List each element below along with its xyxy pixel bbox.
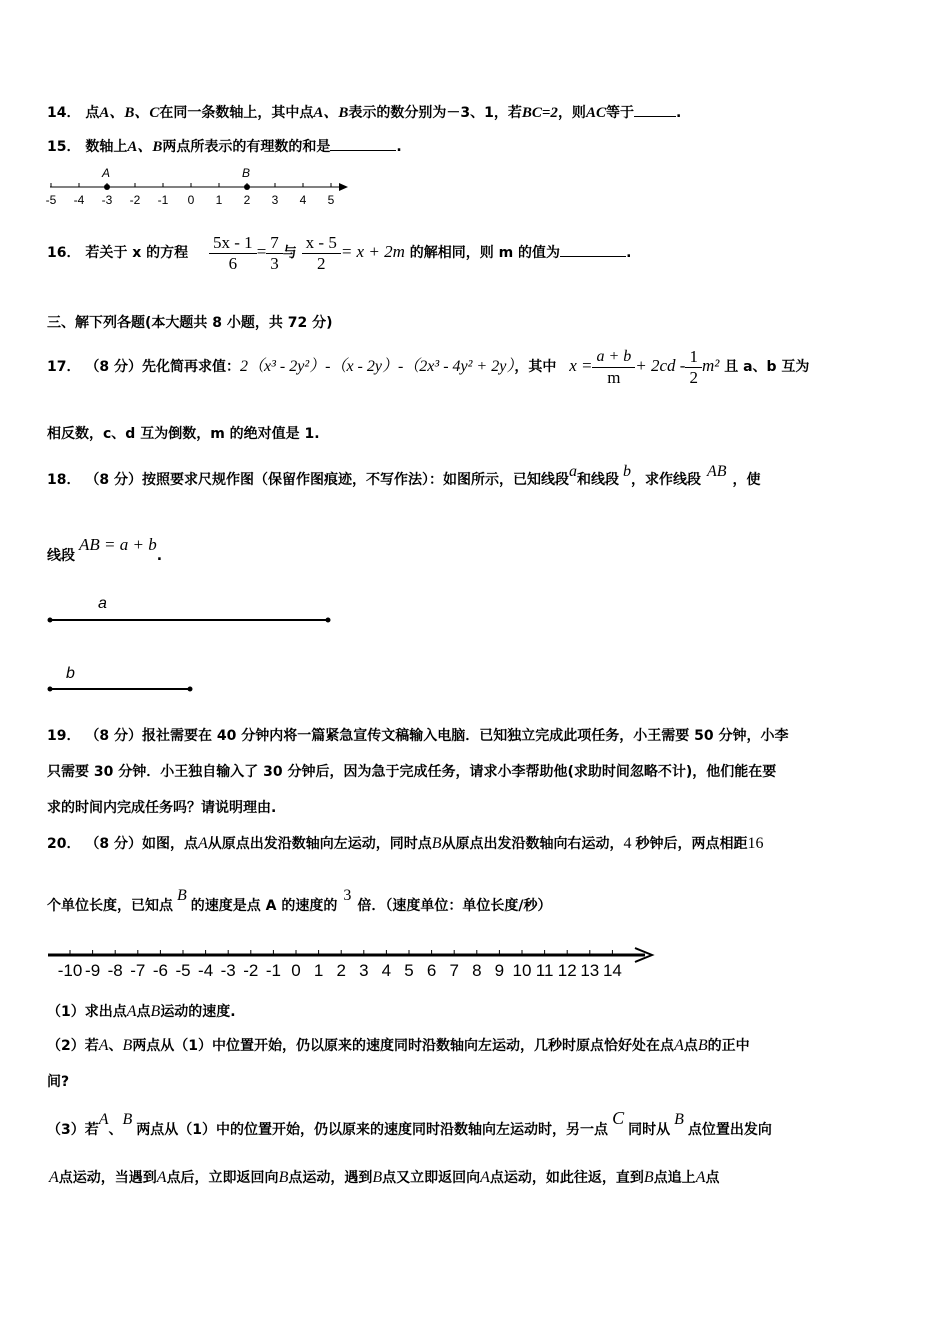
axis-arrow (339, 183, 348, 191)
segment-b-end (188, 687, 193, 692)
text: ，其中 (514, 359, 557, 375)
score: （8 分） (85, 836, 142, 852)
question-14 (47, 102, 681, 123)
text: 点运动，遇到 (288, 1170, 373, 1186)
text: 秒钟后，两点相距 (635, 836, 748, 852)
section-3-heading: 三、解下列各题(本大题共 8 小题，共 72 分) (47, 315, 333, 331)
point-b-label: B (431, 835, 442, 852)
question-number: 17． (47, 359, 81, 375)
denominator: m (607, 367, 621, 387)
condition: AB = a + b (79, 535, 157, 554)
text: 点运动，当遇到 (58, 1170, 157, 1186)
middle-expression: + 2cd - (635, 356, 686, 375)
text: 若关于 x 的方程 (85, 245, 189, 261)
text: 运动的速度. (160, 1004, 236, 1020)
fraction-2 (266, 233, 283, 274)
tick-label: -6 (152, 961, 168, 980)
tick-label: 3 (271, 193, 279, 207)
tick-label: -4 (198, 961, 214, 980)
question-number: 14． (47, 105, 81, 121)
question-number: 18． (47, 472, 81, 488)
text: 线段 (47, 548, 75, 564)
text: 点 (683, 1038, 698, 1054)
question-17-line-2: 相反数，c、d 互为倒数，m 的绝对值是 1. (47, 426, 320, 442)
question-19-line-2: 只需要 30 分钟．小王独自输入了 30 分钟后，因为急于完成任务，请求小李帮助他(求助时间忽略不计)，他们能在要 (47, 764, 777, 780)
text: 、 (108, 1122, 123, 1138)
question-16 (47, 230, 631, 275)
m-squared: m² (701, 356, 720, 375)
point-a-label: A (480, 1169, 490, 1186)
text: 同时从 (628, 1122, 671, 1138)
fraction-half (685, 347, 702, 388)
tick-label: 10 (512, 961, 532, 980)
point-a-label: A (197, 835, 208, 852)
text: 在同一条数轴上，其中点 (159, 105, 314, 121)
text: 报社需要在 40 分钟内将一篇紧急宣传文稿输入电脑．已知独立完成此项任务，小王需要 50 分钟，小李 (141, 728, 789, 744)
point-b-label: B (177, 887, 187, 904)
question-number: 15． (47, 139, 81, 155)
point-b-label: B (372, 1169, 383, 1186)
tick-label: -8 (107, 961, 123, 980)
tick-label: -2 (129, 193, 141, 207)
text: 的正中 (707, 1038, 750, 1054)
text: 点 (85, 105, 100, 121)
numerator: 5x - 1 (209, 233, 257, 254)
question-number: 16． (47, 245, 81, 261)
text: 与 (282, 245, 297, 261)
tick-label: -1 (157, 193, 169, 207)
question-20-part-1 (47, 1002, 236, 1022)
text: . (626, 245, 632, 261)
numerator: a + b (592, 347, 635, 368)
answer-blank[interactable] (560, 242, 626, 257)
tick-label: -10 (57, 961, 83, 980)
text: 两点从（1）中位置开始，仍以原来的速度同时沿数轴向左运动，几秒时原点恰好处在点 (132, 1038, 675, 1054)
tick-label: 0 (187, 193, 195, 207)
text: 表示的数分别为－3、1，若 (348, 105, 522, 121)
tick-label: -5 (45, 193, 57, 207)
text: 数轴上 (85, 139, 128, 155)
text: 个单位长度，已知点 (47, 898, 173, 914)
text: 和线段 (576, 472, 619, 488)
condition: BC=2 (521, 105, 558, 121)
text: 先化简再求值： (141, 359, 240, 375)
distance-value: 16 (747, 835, 764, 852)
text: 点追上 (653, 1170, 696, 1186)
q20-number-line (40, 944, 660, 984)
question-17 (47, 344, 809, 389)
point-b-label: B (242, 166, 251, 180)
tick-label: 4 (381, 961, 392, 980)
text: 的解相同，则 m 的值为 (409, 245, 561, 261)
point-b-dot (244, 184, 250, 190)
point-labels: A、B (313, 105, 349, 121)
tick-label: 9 (494, 961, 505, 980)
question-20 (47, 834, 764, 854)
text: ，求作线段 (630, 472, 701, 488)
text: 两点所表示的有理数的和是 (162, 139, 331, 155)
tick-label: 1 (215, 193, 223, 207)
tick-label: 0 (291, 961, 301, 980)
text: 两点从（1）中的位置开始，仍以原来的速度同时沿数轴向左运动时，另一点 (136, 1122, 609, 1138)
tick-label: 8 (472, 961, 482, 980)
time-value: 4 (623, 835, 632, 852)
ratio-value: 3 (343, 887, 352, 904)
point-a-label: A (98, 1111, 109, 1128)
text: . (396, 139, 402, 155)
tick-label: 12 (557, 961, 577, 980)
question-20-part-2-line-2: 间? (47, 1074, 70, 1090)
question-20-line-2 (47, 887, 552, 916)
denominator: 2 (316, 253, 326, 273)
text: （2）若 (47, 1038, 99, 1054)
q18-segments (40, 590, 340, 700)
tick-label: 14 (602, 961, 622, 980)
question-18-line-2 (47, 535, 163, 566)
tick-label: -5 (175, 961, 191, 980)
tick-label: 7 (449, 961, 459, 980)
tick-label: -3 (101, 193, 113, 207)
text: 从原点出发沿数轴向右运动， (441, 836, 624, 852)
tick-label: 3 (359, 961, 369, 980)
tick-label: 2 (336, 961, 346, 980)
question-20-part-3-line-2 (47, 1168, 719, 1188)
score: （8 分） (85, 728, 142, 744)
numerator: 7 (266, 233, 283, 254)
point-a-label: A (49, 1169, 59, 1186)
tick-label: -9 (85, 961, 101, 980)
text: ，则 (557, 105, 586, 121)
segment-b-label: b (622, 463, 631, 480)
fraction-ab-over-m (592, 347, 635, 388)
segment-b-figure-label: b (66, 665, 75, 682)
tick-label: 13 (580, 961, 600, 980)
point-b-label: B (150, 1003, 161, 1020)
text: 倍．（速度单位：单位长度/秒） (357, 898, 552, 914)
point-b-label: B (674, 1111, 684, 1128)
text: 从原点出发沿数轴向左运动，同时点 (207, 836, 432, 852)
point-b-label: B (697, 1037, 708, 1054)
score: （8 分） (85, 359, 142, 375)
equals: = (256, 242, 267, 261)
answer-blank[interactable] (330, 136, 396, 151)
text: 点又立即返回向 (382, 1170, 481, 1186)
point-a-label: A (695, 1169, 706, 1186)
text: 如图，点 (141, 836, 198, 852)
text: . (675, 105, 682, 121)
point-labels: A、B (127, 139, 163, 155)
text: 按照要求尺规作图（保留作图痕迹，不写作法）：如图所示，已知线段 (141, 472, 569, 488)
segment-a-start (48, 618, 53, 623)
text: 点后，立即返回向 (166, 1170, 279, 1186)
text: 点 (136, 1004, 151, 1020)
point-c-label: C (612, 1108, 625, 1128)
tick-label: 5 (327, 193, 335, 207)
text: 点运动，如此往返，直到 (489, 1170, 644, 1186)
text: （1）求出点 (47, 1004, 127, 1020)
text: （3）若 (47, 1122, 99, 1138)
q15-number-line (40, 160, 360, 212)
text: 点位置出发向 (687, 1122, 772, 1138)
point-a-dot (104, 184, 110, 190)
text: 的速度是点 A 的速度的 (190, 898, 338, 914)
question-20-part-3 (47, 1108, 772, 1140)
denominator: 2 (689, 367, 698, 387)
text: 等于 (605, 105, 634, 121)
tick-label: -1 (265, 961, 281, 980)
segment-a-label: a (568, 463, 577, 480)
segment-label: AC (585, 105, 606, 121)
answer-blank[interactable] (634, 102, 676, 117)
denominator: 3 (270, 253, 279, 273)
text: 点 (705, 1170, 720, 1186)
point-a-label: A (102, 166, 111, 180)
question-18 (47, 463, 761, 490)
fraction-1 (209, 233, 257, 274)
tick-label: -3 (220, 961, 236, 980)
tick-label: 4 (299, 193, 307, 207)
point-a-label: A (156, 1169, 167, 1186)
point-labels: A、B、C (99, 105, 160, 121)
segment-a-figure-label: a (98, 595, 107, 612)
tick-label: 5 (404, 961, 414, 980)
tick-label: -2 (243, 961, 259, 980)
question-20-part-2 (47, 1036, 750, 1056)
rhs-expression: = x + 2m (340, 242, 405, 261)
text: 、 (108, 1038, 123, 1054)
tick-label: 11 (535, 961, 554, 980)
text: ，使 (732, 472, 761, 488)
tick-label: -4 (73, 193, 85, 207)
text: . (156, 548, 163, 564)
tick-label: 6 (426, 961, 437, 980)
tick-label: 2 (243, 193, 251, 207)
point-b-label: B (122, 1111, 133, 1128)
score: （8 分） (85, 472, 142, 488)
point-a-label: A (98, 1037, 109, 1054)
point-a-label: A (126, 1003, 137, 1020)
question-number: 20． (47, 836, 81, 852)
point-b-label: B (122, 1037, 133, 1054)
expression: 2（x³ - 2y²）-（x - 2y）-（2x³ - 4y² + 2y） (239, 358, 515, 375)
numerator: 1 (685, 347, 702, 368)
segment-ab-label: AB (706, 463, 727, 480)
tick-label: 1 (313, 961, 324, 980)
point-b-label: B (278, 1169, 289, 1186)
denominator: 6 (228, 253, 238, 273)
question-number: 19． (47, 728, 81, 744)
text: 且 a、b 互为 (724, 359, 810, 375)
segment-a-end (326, 618, 331, 623)
question-19 (47, 726, 788, 746)
tick-label: -7 (130, 961, 146, 980)
fraction-3 (302, 233, 341, 274)
x-equals: x = (569, 356, 593, 375)
question-15 (47, 136, 402, 157)
point-a-label: A (674, 1037, 684, 1054)
numerator: x - 5 (302, 233, 341, 254)
segment-b-start (48, 687, 53, 692)
point-b-label: B (643, 1169, 654, 1186)
question-19-line-3: 求的时间内完成任务吗？请说明理由. (47, 800, 277, 816)
